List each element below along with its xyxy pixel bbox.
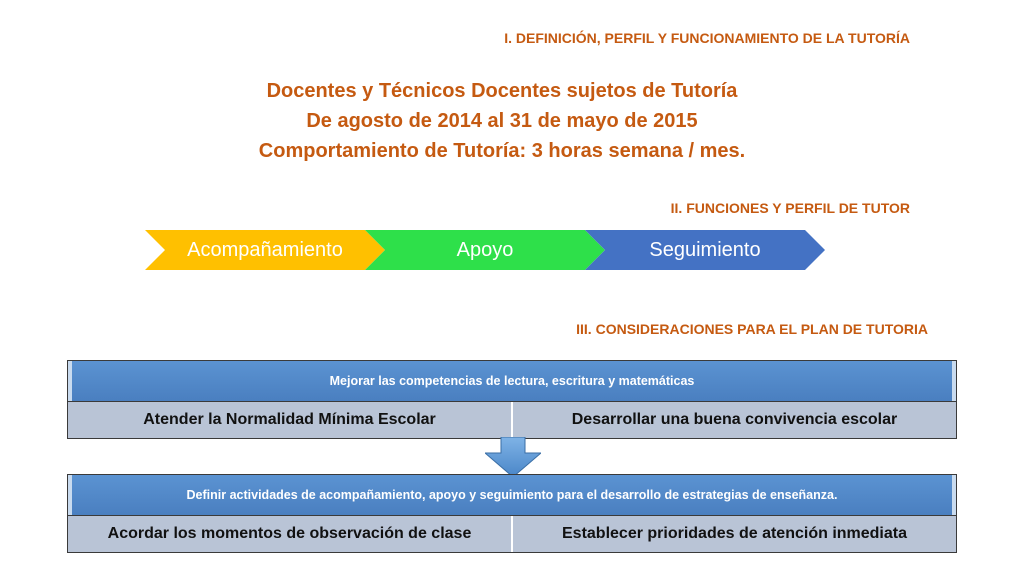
box-1-left-cell: Atender la Normalidad Mínima Escolar	[68, 402, 511, 438]
box-2-right-cell: Establecer prioridades de atención inmediata	[511, 516, 956, 552]
box-1-row	[68, 401, 956, 438]
box-1-header: Mejorar las competencias de lectura, escritura y matemáticas	[68, 361, 956, 401]
title-line-2: De agosto de 2014 al 31 de mayo de 2015	[306, 110, 698, 132]
chevron-label-seguimiento: Seguimiento	[649, 238, 761, 261]
section-3-heading: III. CONSIDERACIONES PARA EL PLAN DE TUTORIA	[576, 321, 928, 337]
title-line-3: Comportamiento de Tutoría: 3 horas semana / mes.	[258, 140, 746, 162]
chevron-label-apoyo: Apoyo	[456, 238, 514, 261]
box-2-row	[68, 515, 956, 552]
title-line-1: Docentes y Técnicos Docentes sujetos de Tutoría	[266, 80, 738, 102]
box-1-right-cell: Desarrollar una buena convivencia escolar	[511, 402, 956, 438]
box-2-header: Definir actividades de acompañamiento, apoyo y seguimiento para el desarrollo de estrategias de enseñanza.	[68, 475, 956, 515]
chevron-apoyo	[365, 230, 605, 270]
chevron-acompanamiento	[145, 230, 385, 270]
chevron-label-acompanamiento: Acompañamiento	[187, 238, 343, 261]
section-2-heading: II. FUNCIONES Y PERFIL DE TUTOR	[670, 200, 910, 216]
box-2-left-cell: Acordar los momentos de observación de clase	[68, 516, 511, 552]
section-1-heading: I. DEFINICIÓN, PERFIL Y FUNCIONAMIENTO DE LA TUTORÍA	[504, 30, 910, 46]
chevron-seguimiento	[585, 230, 825, 270]
process-chevrons	[145, 230, 825, 270]
consideration-box-1	[67, 360, 957, 439]
down-arrow-icon	[485, 437, 541, 477]
page-title	[0, 76, 1024, 166]
consideration-box-2	[67, 474, 957, 553]
